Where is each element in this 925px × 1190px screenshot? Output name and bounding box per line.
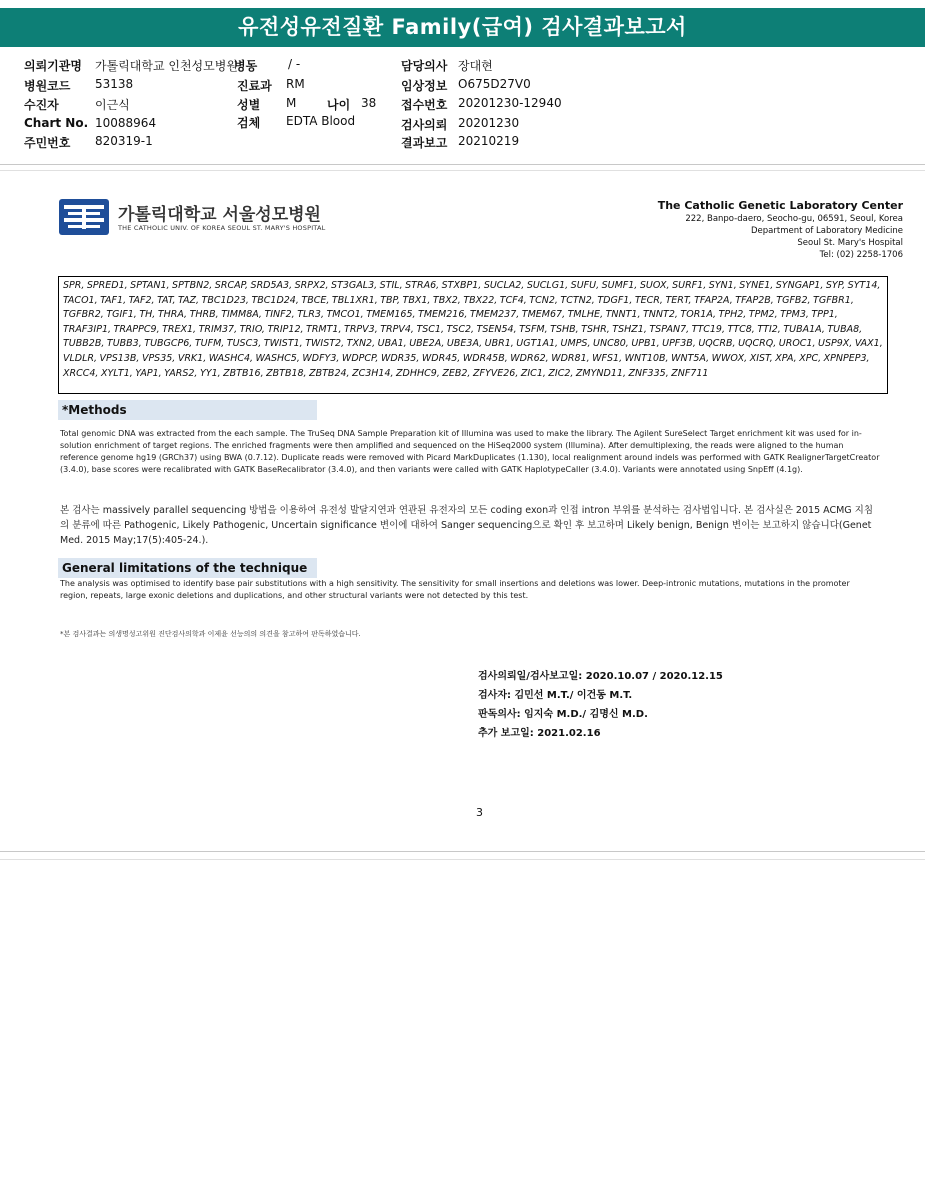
limitations-heading: General limitations of the technique (58, 558, 317, 578)
methods-paragraph-korean: 본 검사는 massively parallel sequencing 방법을 이용하여 유전성 발달지연과 연관된 유전자의 모든 coding exon과 인접 intron 부위를 분석하는 검사법입니다. 본 검사실은 2015 ACMG 지침의 분류에 따른 Pathogenic, Likely Pathogenic, Uncertain significance 변이에 대하여 Sanger sequencing으로 확인 후 보고하며 Likely benign, Benign 변이는 보고하지 않습니다(Genet Med. 2015 May;17(5):405-24.). (60, 505, 874, 546)
label-report: 결과보고 (401, 136, 448, 150)
page-divider (0, 851, 925, 852)
value-hospital-code: 53138 (95, 77, 134, 91)
limitations-paragraph: The analysis was optimised to identify base pair substitutions with a high sensitivity. The sensitivity for small insertions and deletions was lower. Deep-intronic mutations, mutations in the promoter region, repeats, large exonic deletions and duplications, and other structural variants were not detected by this test. (60, 579, 850, 600)
methods-paragraph-english: Total genomic DNA was extracted from the each sample. The TruSeq DNA Sample Preparation kit of Illumina was used to make the library. The Agilent SureSelect Target enrichment kit was used for in-solution enrichment of target regions. The enriched fragments were then amplified and sequenced on the HiSeq2000 system (Illumina). After demultiplexing, the reads were aligned to the human reference genome hg19 (GRCh37) using BWA (0.7.12). Duplicate reads were removed with Picard MarkDuplicates (1.130), local realignment around indels was performed with GATK RealignerTargetCreator (3.4.0), base scores were recalibrated with GATK BaseRecalibrator (3.4.0), and then variants were called with GATK HaplotypeCaller (3.4.0). Variants were annotated using SnpEff (4.1g). (60, 429, 880, 474)
label-ward: 병동 (234, 59, 258, 73)
value-clinical-info: O675D27V0 (458, 77, 531, 91)
lab-address: 222, Banpo-daero, Seocho-gu, 06591, Seoul, Korea (685, 214, 903, 224)
value-report: 20210219 (458, 134, 520, 148)
label-age: 나이 (327, 98, 351, 112)
methods-heading: *Methods (58, 400, 317, 420)
value-request: 20201230 (458, 116, 520, 130)
lab-hospital: Seoul St. Mary's Hospital (797, 238, 903, 248)
lab-department: Department of Laboratory Medicine (750, 226, 903, 236)
label-sex: 성별 (237, 98, 261, 112)
value-age: 38 (361, 96, 377, 110)
lab-name: The Catholic Genetic Laboratory Center (657, 199, 903, 212)
value-sex: M (286, 96, 297, 110)
value-accession: 20201230-12940 (458, 96, 562, 110)
value-department: RM (286, 77, 305, 91)
reading-physicians: 판독의사: 임지숙 M.D./ 김명신 M.D. (478, 709, 648, 720)
value-specimen: EDTA Blood (286, 114, 356, 128)
value-chart-no: 10088964 (95, 116, 157, 130)
label-institution: 의뢰기관명 (24, 59, 82, 73)
label-specimen: 검체 (237, 116, 261, 130)
additional-report-date: 추가 보고일: 2021.02.16 (478, 728, 601, 739)
label-doctor: 담당의사 (401, 59, 448, 73)
label-clinical-info: 임상정보 (401, 79, 448, 93)
label-hospital-code: 병원코드 (24, 79, 71, 93)
value-rrn: 820319-1 (95, 134, 153, 148)
header-divider-secondary (0, 170, 925, 171)
footnote: *본 검사결과는 의생명성고위원 진단검사의학과 이제윤 선능의의 의견을 참고하여 판독하였습니다. (60, 630, 361, 638)
testers: 검사자: 김민선 M.T./ 이건동 M.T. (478, 690, 633, 701)
value-patient: 이근식 (95, 98, 130, 112)
report-dates: 검사의뢰일/검사보고일: 2020.10.07 / 2020.12.15 (478, 671, 723, 682)
report-title: 유전성유전질환 Family(급여) 검사결과보고서 (0, 8, 925, 47)
value-ward: / - (288, 57, 301, 71)
lab-telephone: Tel: (02) 2258-1706 (819, 250, 903, 260)
value-doctor: 장대현 (458, 59, 493, 73)
label-accession: 접수번호 (401, 98, 448, 112)
page-divider-secondary (0, 859, 925, 860)
label-rrn: 주민번호 (24, 136, 71, 150)
label-chart-no: Chart No. (24, 116, 89, 130)
label-request: 검사의뢰 (401, 118, 448, 132)
value-institution: 가톨릭대학교 인천성모병원 (95, 59, 238, 73)
header-divider (0, 164, 925, 165)
gene-list-box: SPR, SPRED1, SPTAN1, SPTBN2, SRCAP, SRD5A3, SRPX2, ST3GAL3, STIL, STRA6, STXBP1, SUCLA2, SUCLG1, SUFU, SUMF1, SUOX, SURF1, SYN1, SYNE1, SYNGAP1, SYP, SYT14, TACO1, TAF1, TAF2, TAT, TAZ, TBC1D23, TBC1D24, TBCE, TBL1XR1, TBP, TBX1, TBX2, TBX22, TCF4, TCN2, TCTN2, TDGF1, TECR, TERT, TFAP2A, TFAP2B, TGFB2, TGFBR1, TGFBR2, TGIF1, TH, THRA, THRB, TIMM8A, TINF2, TLR3, TMCO1, TMEM165, TMEM216, TMEM237, TMEM67, TMLHE, TNNT1, TNNT2, TOR1A, TPH2, TPM2, TPM3, TPP1, TRAF3IP1, TRAPPC9, TREX1, TRIM37, TRIO, TRIP12, TRMT1, TRPV3, TRPV4, TSC1, TSC2, TSEN54, TSFM, TSHB, TSHR, TSHZ1, TSPAN7, TTC19, TTC8, TTI2, TUBA1A, TUBA8, TUBB2B, TUBB3, TUBGCP6, TUFM, TUSC3, TWIST1, TWIST2, TXN2, UBA1, UBE2A, UBE3A, UBR1, UGT1A1, UMPS, UNC80, UPB1, UPF3B, UQCRB, UQCRQ, UROC1, USP9X, VAX1, VLDLR, VPS13B, VPS35, VRK1, WASHC4, WASHC5, WDFY3, WDPCP, WDR35, WDR45, WDR45B, WDR62, WDR81, WFS1, WNT10B, WNT5A, WWOX, XIST, XPA, XPC, XPNPEP3, XRCC4, XYLT1, YAP1, YARS2, YY1, ZBTB16, ZBTB18, ZBTB24, ZC3H14, ZDHHC9, ZEB2, ZFYVE26, ZIC1, ZIC2, ZMYND11, ZNF335, ZNF711 (58, 276, 888, 394)
hospital-logo-icon (59, 199, 109, 235)
hospital-name-english: THE CATHOLIC UNIV. OF KOREA SEOUL ST. MARY'S HOSPITAL (118, 224, 326, 232)
page-number: 3 (476, 806, 483, 819)
hospital-name-korean: 가톨릭대학교 서울성모병원 (118, 205, 321, 225)
label-patient: 수진자 (24, 98, 59, 112)
label-department: 진료과 (237, 79, 272, 93)
